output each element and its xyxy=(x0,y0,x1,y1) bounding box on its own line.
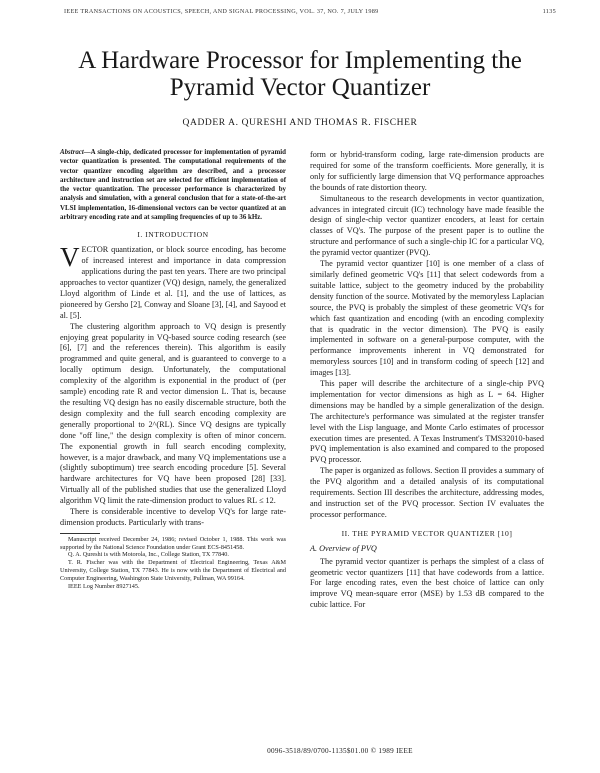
drop-cap: V xyxy=(60,242,80,273)
intro-paragraph-2: The clustering algorithm approach to VQ design is presently enjoying great popularity in VQ-based source coding research (see [6], [7] and the references therein). This algorithm is easily programmed and quite general, and is guaranteed to converge to a locally optimum design. Unfortunately, the computational complexity of the algorithm is exponential in the product of (per sample) encoding rate R and vector dimension L. That is, because the resulting VQ design has no easily discernable structure, both the design complexity and the full search encoding complexity are generally proportional to 2^(RL). Since VQ designs are typically done "off line," the design complexity is often of minor concern. The exponential growth in full search encoding complexity, however, is a major drawback, and many VQ implementations use a (slightly suboptimum) tree search encoding procedure [5]. Several hardware architectures for VQ have been proposed [28] [33]. Virtually all of the published studies that use the generalized Lloyd algorithm VQ limit the rate-dimension product to values RL ≤ 12. xyxy=(60,321,286,506)
page-number: 1135 xyxy=(542,8,556,15)
subsection-heading: A. Overview of PVQ xyxy=(310,543,377,553)
footnote-line: T. R. Fischer was with the Department of Electrical Engineering, Texas A&M University, College Station, TX 77843. He is now with the Department of Electrical and Computer Engineering, Washington State University, Pullman, WA 99164. xyxy=(60,559,286,582)
section-heading-intro: I. INTRODUCTION xyxy=(137,230,209,240)
footnote-rule xyxy=(60,533,100,534)
paper-authors: QADDER A. QURESHI AND THOMAS R. FISCHER xyxy=(182,118,418,128)
running-header xyxy=(64,8,556,15)
abstract-text: A single-chip, dedicated processor for implementation of pyramid vector quantization is presented. The computational requirements of the vector quantizer encoding algorithm are described, and a processor architecture and instruction set are selected for efficient implementation of the vector quantization. The processor performance is characterized by analysis and simulation, with a general conclusion that for a state-of-the-art VLSI implementation, 16-dimensional vectors can be vector quantized at an arbitrary encoding rate and at sampling frequencies of up to 36 kHz. xyxy=(60,149,286,222)
intro-paragraph-3: There is considerable incentive to develop VQ's for large rate-dimension products. Particularly with trans- xyxy=(60,507,286,527)
abstract-lead: Abstract— xyxy=(60,149,91,156)
journal-header: IEEE TRANSACTIONS ON ACOUSTICS, SPEECH, AND SIGNAL PROCESSING, VOL. 37, NO. 7, JULY 1989 xyxy=(64,8,379,15)
intro-paragraph-1 xyxy=(60,242,286,321)
body-paragraph: The pyramid vector quantizer [10] is one member of a class of similarly defined geometric VQ's [11] that select codewords from a suitable lattice, subject to the geometry induced by the probability density function of the source. Motivated by the memoryless Laplacian source, the PVQ is probably the simplest of these geometric VQ's for which fast quantization and encoding (with an encoding complexity that is quadratic in the vector dimension). The PVQ is easily implemented in software on a general-purpose computer, with the performance improvements inherent in VQ demonstrated for memoryless sources [10] and in transform coding of speech [12] and images [13]. xyxy=(310,259,544,378)
intro-paragraph-1-text: ECTOR quantization, or block source encoding, has become of increased interest and importance in data compression applications during the past ten years. There are two principal approaches to vector quantizer (VQ) design, namely, the generalized Lloyd algorithm of Linde et al. [1], and the use of lattices, as pioneered by Gersho [2], Conway and Sloane [3], [4], and Sayood et al. [5]. xyxy=(60,245,286,320)
footnote-line: IEEE Log Number 8927145. xyxy=(68,582,140,590)
body-paragraph: form or hybrid-transform coding, large rate-dimension products are required for some of the transform coefficients. More generally, it is only for sufficiently large dimension that VQ performance approaches the bounds of rate distortion theory. xyxy=(310,150,544,192)
body-paragraph: Simultaneous to the research developments in vector quantization, advances in integrated circuit (IC) technology have made feasible the design of single-chip vector quantizer encoders, at least for certain classes of VQ's. The purpose of the present paper is to outline the structure and performance of such a single-chip IC for a particular VQ, the pyramid vector quantizer (PVQ). xyxy=(310,193,544,258)
section-heading-pvq: II. THE PYRAMID VECTOR QUANTIZER [10] xyxy=(341,528,513,538)
footnote-line: Q. A. Qureshi is with Motorola, Inc., College Station, TX 77840. xyxy=(68,551,229,559)
footnote-line: Manuscript received December 24, 1986; revised October 1, 1988. This work was supported by the National Science Foundation under Grant ECS-8451458. xyxy=(60,535,286,551)
body-paragraph: This paper will describe the architecture of a single-chip PVQ implementation for vector dimensions as high as L = 64. Higher dimensions may be handled by a simple generalization of the design. The architecture's performance was simulated at the register transfer level with the Lisp language, and Monte Carlo estimates of processor execution times are presented. A Texas Instrument's TMS32010-based PVQ implementation is also examined and compared to the proposed PVQ processor. xyxy=(310,379,544,465)
copyright-line: 0096-3518/89/0700-1135$01.00 © 1989 IEEE xyxy=(267,747,413,755)
abstract xyxy=(60,148,286,222)
paper-title: A Hardware Processor for Implementing the Pyramid Vector Quantizer xyxy=(78,47,522,101)
right-column xyxy=(310,150,544,611)
left-column xyxy=(60,148,286,590)
footnote xyxy=(60,536,286,591)
body-paragraph: The pyramid vector quantizer is perhaps the simplest of a class of geometric vector quantizers [11] that have codewords from a lattice. For large encoding rates, even the best choice of lattice can only improve VQ mean-square error (MSE) by 1.53 dB compared to the cubic lattice. For xyxy=(310,556,544,610)
body-paragraph: The paper is organized as follows. Section II provides a summary of the PVQ algorithm and a detailed analysis of its computational requirements. Section III describes the architecture, addressing modes, and instruction set of the PVQ processor. Section IV evaluates the processor performance. xyxy=(310,466,544,519)
